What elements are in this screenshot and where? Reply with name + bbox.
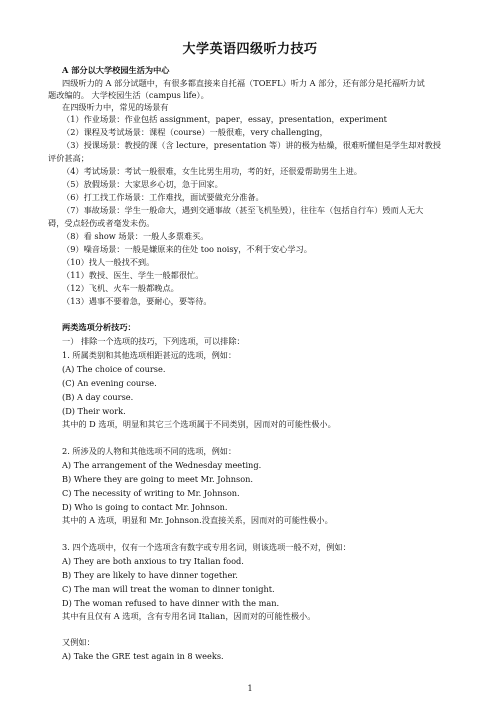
text-line: B) Where they are going to meet Mr. Johnson. [62, 474, 254, 484]
text-line: A) They are both anxious to try Italian food. [62, 556, 244, 566]
text-line: 3. 四个选项中，仅有一个选项含有数字或专用名词，则该选项一般不对，例如： [62, 542, 351, 552]
text-line: 四级听力的 A 部分试题中，有很多都直接来自托福（TOEFL）听力 A 部分，还有部分是托福听力试 [62, 78, 425, 88]
text-line: 其中有且仅有 A 选项，含有专用名词 Italian，因而对的可能性极小。 [62, 611, 316, 621]
page-title: 大学英语四级听力技巧 [182, 42, 318, 57]
text-line: 两类选项分析技巧： [62, 322, 136, 332]
text-line: （13）遇事不要着急，要耐心，要等待。 [62, 296, 212, 306]
text-line: （11）教授、医生、学生一般都很忙。 [62, 270, 204, 280]
text-line: （6）打工找工作场景：工作难找，面试要做充分准备。 [62, 192, 264, 202]
text-line: B) They are likely to have dinner together. [62, 570, 238, 580]
text-line: 1. 所属类别和其他选项相距甚远的选项，例如： [62, 350, 237, 360]
text-line: （2）课程及考试场景：课程（course）一般很难，very challenging， [62, 127, 328, 137]
text-line: （9）噪音场景：一般是嫌原来的住处 too noisy，不利于安心学习。 [62, 244, 312, 254]
text-line: （10）找人一般找不到。 [62, 257, 155, 267]
text-line: (D) Their work. [62, 406, 126, 416]
text-line: (B) A day course. [62, 392, 134, 402]
text-line: （8）看 show 场景：一般人多票难买。 [62, 231, 209, 241]
text-line: （1）作业场景：作业包括 assignment，paper，essay，presentation，experiment [62, 114, 387, 124]
text-line: A) Take the GRE test again in 8 weeks. [62, 651, 224, 661]
text-line: D) Who is going to contact Mr. Johnson. [62, 502, 228, 512]
text-line: 其中的 D 选项，明显和其它三个选项属于不同类别，因而对的可能性极小。 [62, 419, 336, 429]
text-line: 在四级听力中，常见的场景有 [62, 102, 169, 112]
text-line: 又例如： [62, 637, 95, 647]
text-line: 一） 排除一个选项的技巧，下列选项，可以排除： [62, 336, 245, 346]
text-line: （7）事故场景：学生一般命大，遇到交通事故（甚至飞机坠毁），往往车（包括自行车）毁而人无大 [62, 205, 424, 215]
text-line: (A) The choice of course. [62, 364, 166, 374]
text-line: 题改编的。 大学校园生活（campus life）。 [48, 90, 209, 100]
text-line: （3）授课场景：教授的课（含 lecture，presentation 等）讲的极为枯燥，很难听懂但是学生却对教授 [62, 140, 441, 150]
text-line: （5）放假场景：大家思乡心切，急于回家。 [62, 179, 223, 189]
text-line: 评价甚高； [48, 153, 89, 163]
text-line: C) The necessity of writing to Mr. Johnson. [62, 488, 240, 498]
text-line: A 部分以大学校园生活为中心 [62, 65, 170, 75]
text-line: C) The man will treat the woman to dinner tonight. [62, 584, 275, 594]
text-line: （4）考试场景：考试一般很难，女生比男生用功，考的好，还很爱帮助男生上进。 [62, 166, 362, 176]
text-line: 2. 所涉及的人物和其他选项不同的选项，例如： [62, 446, 237, 456]
page-number: 1 [247, 684, 253, 693]
text-line: (C) An evening course. [62, 378, 157, 388]
text-line: （12）飞机、火车一般都晚点。 [62, 283, 179, 293]
text-line: A) The arrangement of the Wednesday meeting. [62, 460, 262, 470]
text-line: 碍，受点轻伤或者毫发未伤。 [48, 218, 155, 228]
text-line: 其中的 A 选项，明显和 Mr. Johnson.没直接关系，因而对的可能性极小。 [62, 515, 333, 525]
text-line: D) The woman refused to have dinner with the man. [62, 598, 280, 608]
